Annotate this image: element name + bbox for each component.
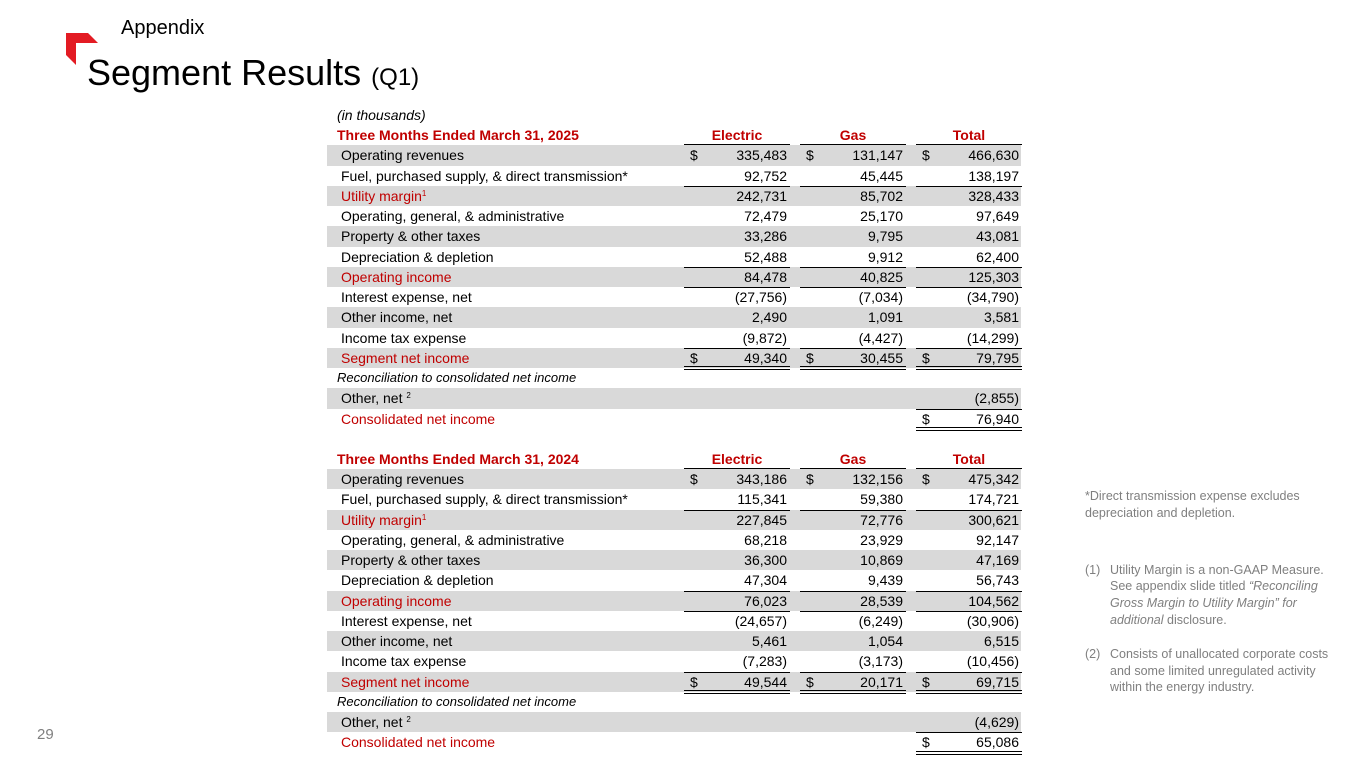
reconciliation-row xyxy=(327,692,1021,712)
row-label xyxy=(341,247,494,267)
row-label-text: Operating revenues xyxy=(341,147,464,164)
cell-value: 52,488 xyxy=(744,248,787,265)
footnote-text: Utility Margin is a non-GAAP Measure. See appendix slide titled xyxy=(1110,562,1324,594)
cell-value: 76,940 xyxy=(976,410,1019,427)
table-row xyxy=(327,206,1021,226)
asterisk-note: *Direct transmission expense excludes depreciation and depletion. xyxy=(1085,489,1300,520)
row-label xyxy=(341,186,426,206)
cell-value: 131,147 xyxy=(852,147,903,164)
footnote-text: Consists of unallocated corporate costs and some limited unregulated activity within the energy industry. xyxy=(1110,646,1329,695)
column-header: Electric xyxy=(711,127,763,143)
cell-value: 466,630 xyxy=(968,147,1019,164)
cell-value: 23,929 xyxy=(860,531,903,548)
double-underline xyxy=(916,427,1022,431)
row-label-text: Income tax expense xyxy=(341,329,467,346)
row-label-text: Other income, net xyxy=(341,633,453,649)
subtotal-line xyxy=(800,186,906,187)
row-label xyxy=(341,510,426,530)
cell-value: 343,186 xyxy=(736,471,787,487)
currency-symbol: $ xyxy=(922,673,930,690)
title-main: Segment Results xyxy=(87,52,362,93)
currency-symbol: $ xyxy=(922,471,930,487)
column-header: Electric xyxy=(711,450,763,467)
row-label xyxy=(341,672,469,692)
table-row xyxy=(327,530,1021,550)
cell-value: 43,081 xyxy=(976,228,1019,245)
cell-value: (7,034) xyxy=(858,289,903,305)
row-label-text: Operating revenues xyxy=(341,471,464,487)
row-label xyxy=(341,712,411,732)
row-label-text: Utility margin xyxy=(341,511,422,528)
column-header: Gas xyxy=(839,450,867,467)
column-header: Gas xyxy=(839,127,867,143)
row-label-text: Operating, general, & administrative xyxy=(341,208,565,224)
row-label-text: Other, net xyxy=(341,390,403,407)
cell-value: 6,515 xyxy=(983,633,1019,649)
cell-value: 33,286 xyxy=(744,228,787,245)
cell-value: 76,023 xyxy=(744,592,787,609)
cell-value: 10,869 xyxy=(860,552,903,568)
currency-symbol: $ xyxy=(922,410,930,427)
consolidated-row xyxy=(327,409,1021,429)
cell-value: 84,478 xyxy=(744,268,787,285)
row-label-text: Income tax expense xyxy=(341,653,467,670)
row-label xyxy=(341,651,466,671)
subtotal-line xyxy=(916,409,1022,410)
cell-value: (3,173) xyxy=(858,653,903,670)
cell-value: 5,461 xyxy=(751,633,787,649)
row-label xyxy=(341,469,464,489)
currency-symbol: $ xyxy=(690,673,698,690)
subtotal-line xyxy=(684,672,790,673)
currency-symbol: $ xyxy=(922,349,930,366)
cell-value: 227,845 xyxy=(736,511,787,528)
subtotal-line xyxy=(684,267,790,268)
reconciliation-label: Reconciliation to consolidated net income xyxy=(337,370,577,385)
reconciliation-row xyxy=(327,368,1021,388)
subtotal-line xyxy=(800,287,906,288)
period-header-row xyxy=(327,449,1021,469)
row-label xyxy=(341,145,464,165)
table-row xyxy=(327,591,1021,611)
subtotal-line xyxy=(800,672,906,673)
cell-value: 9,795 xyxy=(867,228,903,245)
cell-value: 56,743 xyxy=(976,572,1019,589)
row-label xyxy=(341,206,564,226)
row-label xyxy=(341,307,452,327)
subtotal-line xyxy=(684,348,790,349)
row-label-text: Fuel, purchased supply, & direct transmission* xyxy=(341,491,628,508)
row-label-text: Consolidated net income xyxy=(341,410,496,427)
cell-value: 47,304 xyxy=(744,572,787,589)
currency-symbol: $ xyxy=(806,349,814,366)
units-label: (in thousands) xyxy=(337,107,426,123)
cell-value: 97,649 xyxy=(976,208,1019,224)
row-label-text: Segment net income xyxy=(341,673,470,690)
notes-panel xyxy=(1085,488,1335,713)
subtotal-line xyxy=(916,510,1022,511)
cell-value: (4,629) xyxy=(974,714,1019,730)
cell-value: (27,756) xyxy=(734,289,787,305)
subtotal-line xyxy=(916,287,1022,288)
row-label-text: Segment net income xyxy=(341,349,470,366)
row-label xyxy=(341,631,452,651)
row-label-text: Fuel, purchased supply, & direct transmission* xyxy=(341,167,628,184)
cell-value: 49,544 xyxy=(744,673,787,690)
cell-value: 92,147 xyxy=(976,531,1019,548)
row-label-text: Depreciation & depletion xyxy=(341,572,494,589)
row-label-text: Operating, general, & administrative xyxy=(341,531,565,548)
cell-value: 25,170 xyxy=(860,208,903,224)
footnote-ref: 1 xyxy=(421,188,427,198)
row-label-text: Interest expense, net xyxy=(341,612,472,629)
row-label xyxy=(341,348,469,368)
currency-symbol: $ xyxy=(806,471,814,487)
footnote-number: (2) xyxy=(1085,646,1101,661)
page-number: 29 xyxy=(37,726,54,743)
period-heading: Three Months Ended March 31, 2025 xyxy=(337,127,579,143)
cell-value: 9,439 xyxy=(867,572,903,589)
cell-value: (2,855) xyxy=(974,390,1019,407)
currency-symbol: $ xyxy=(922,734,930,751)
subtotal-line xyxy=(800,611,906,612)
cell-value: 3,581 xyxy=(983,309,1019,326)
cell-value: 40,825 xyxy=(860,268,903,285)
row-label-text: Property & other taxes xyxy=(341,552,481,568)
cell-value: 72,479 xyxy=(744,208,787,224)
title-suffix: (Q1) xyxy=(371,64,420,91)
subtotal-line xyxy=(684,186,790,187)
cell-value: 1,054 xyxy=(867,633,903,649)
cell-value: 65,086 xyxy=(976,734,1019,751)
table-row xyxy=(327,307,1021,327)
footnote-ref: 2 xyxy=(406,391,411,401)
currency-symbol: $ xyxy=(922,147,930,164)
row-label xyxy=(341,267,452,287)
table-row xyxy=(327,328,1021,348)
cell-value: 242,731 xyxy=(736,187,787,204)
reconciliation-label: Reconciliation to consolidated net income xyxy=(337,693,577,709)
row-label xyxy=(341,287,472,307)
column-header: Total xyxy=(952,127,986,143)
table-row xyxy=(327,267,1021,287)
row-label-text: Operating income xyxy=(341,592,452,609)
subtotal-line xyxy=(916,186,1022,187)
cell-value: 72,776 xyxy=(860,511,903,528)
subtotal-line xyxy=(916,267,1022,268)
cell-value: 45,445 xyxy=(860,167,903,184)
cell-value: 132,156 xyxy=(852,471,903,487)
cell-value: 36,300 xyxy=(744,552,787,568)
subtotal-line xyxy=(916,348,1022,349)
other-net-row xyxy=(327,712,1021,732)
subtotal-line xyxy=(684,591,790,592)
cell-value: 47,169 xyxy=(976,552,1019,568)
cell-value: 62,400 xyxy=(976,248,1019,265)
row-label xyxy=(341,570,494,590)
page-title xyxy=(87,52,419,94)
segment-results-table xyxy=(327,105,1021,753)
footnote-item xyxy=(1085,562,1335,629)
cell-value: 1,091 xyxy=(867,309,903,326)
period-heading: Three Months Ended March 31, 2024 xyxy=(337,450,579,467)
subtotal-line xyxy=(800,591,906,592)
cell-value: (10,456) xyxy=(966,653,1019,670)
cell-value: 115,341 xyxy=(737,491,787,508)
table-row xyxy=(327,247,1021,267)
cell-value: (30,906) xyxy=(966,612,1019,629)
cell-value: 174,721 xyxy=(968,491,1019,508)
subtotal-line xyxy=(684,611,790,612)
cell-value: (9,872) xyxy=(742,329,787,346)
cell-value: 20,171 xyxy=(860,673,903,690)
currency-symbol: $ xyxy=(690,147,698,164)
section-label: Appendix xyxy=(121,17,205,39)
column-header: Total xyxy=(952,450,986,467)
row-label-text: Property & other taxes xyxy=(341,228,481,245)
cell-value: 335,483 xyxy=(736,147,787,164)
subtotal-line xyxy=(916,611,1022,612)
subtotal-line xyxy=(684,510,790,511)
cell-value: (6,249) xyxy=(858,612,903,629)
cell-value: 68,218 xyxy=(744,531,787,548)
subtotal-line xyxy=(916,591,1022,592)
subtotal-line xyxy=(684,287,790,288)
table-row xyxy=(327,550,1021,570)
row-label-text: Depreciation & depletion xyxy=(341,248,494,265)
row-label xyxy=(341,550,480,570)
cell-value: 475,342 xyxy=(968,471,1019,487)
cell-value: 30,455 xyxy=(860,349,903,366)
row-label-text: Operating income xyxy=(341,268,452,285)
table-row xyxy=(327,166,1021,186)
table-row xyxy=(327,510,1021,530)
row-label xyxy=(341,226,480,246)
row-label xyxy=(341,591,452,611)
table-row xyxy=(327,651,1021,671)
currency-symbol: $ xyxy=(806,673,814,690)
table-row xyxy=(327,631,1021,651)
double-underline xyxy=(916,751,1022,755)
cell-value: 138,197 xyxy=(968,167,1019,184)
row-label-text: Other, net xyxy=(341,714,403,730)
footnote-item xyxy=(1085,646,1335,696)
cell-value: 92,752 xyxy=(744,167,787,184)
row-label xyxy=(341,388,411,408)
cell-value: (34,790) xyxy=(966,289,1019,305)
cell-value: 69,715 xyxy=(976,673,1019,690)
table-row xyxy=(327,348,1021,368)
subtotal-line xyxy=(916,672,1022,673)
footnote-number: (1) xyxy=(1085,562,1101,577)
cell-value: 104,562 xyxy=(968,592,1019,609)
subtotal-line xyxy=(800,267,906,268)
cell-value: (14,299) xyxy=(966,329,1019,346)
table-row xyxy=(327,611,1021,631)
subtotal-line xyxy=(916,732,1022,733)
footnote-tail: disclosure. xyxy=(1163,612,1227,627)
cell-value: 28,539 xyxy=(860,592,903,609)
table-row xyxy=(327,145,1021,165)
cell-value: (7,283) xyxy=(742,653,787,670)
currency-symbol: $ xyxy=(806,147,814,164)
currency-symbol: $ xyxy=(690,349,698,366)
row-label xyxy=(341,489,628,509)
cell-value: 125,303 xyxy=(968,268,1019,285)
period-header-row xyxy=(327,125,1021,145)
period-gap xyxy=(327,429,1021,449)
row-label xyxy=(341,530,564,550)
cell-value: 85,702 xyxy=(860,187,903,204)
row-label xyxy=(341,166,628,186)
other-net-row xyxy=(327,388,1021,408)
row-label xyxy=(341,328,466,348)
table-row xyxy=(327,186,1021,206)
cell-value: 2,490 xyxy=(751,309,787,326)
cell-value: 59,380 xyxy=(860,491,903,508)
table-row xyxy=(327,570,1021,590)
table-row xyxy=(327,469,1021,489)
cell-value: (4,427) xyxy=(858,329,903,346)
row-label-text: Utility margin xyxy=(341,187,422,204)
consolidated-row xyxy=(327,732,1021,752)
footnote-ref: 1 xyxy=(421,512,427,522)
row-label-text: Interest expense, net xyxy=(341,289,472,305)
table-row xyxy=(327,287,1021,307)
subtotal-line xyxy=(800,348,906,349)
row-label-text: Other income, net xyxy=(341,309,453,326)
cell-value: 49,340 xyxy=(744,349,787,366)
footnote-ref: 2 xyxy=(406,715,411,724)
currency-symbol: $ xyxy=(690,471,698,487)
cell-value: (24,657) xyxy=(734,612,787,629)
row-label xyxy=(341,611,472,631)
row-label-text: Consolidated net income xyxy=(341,734,496,751)
table-row xyxy=(327,672,1021,692)
cell-value: 79,795 xyxy=(976,349,1019,366)
subtotal-line xyxy=(800,510,906,511)
footnote-slide-reference: “Reconciling Gross Margin to Utility Margin” for additional xyxy=(1110,579,1318,627)
table-row xyxy=(327,489,1021,509)
cell-value: 328,433 xyxy=(968,187,1019,204)
cell-value: 300,621 xyxy=(968,511,1019,528)
table-row xyxy=(327,226,1021,246)
footnotes xyxy=(1085,562,1335,697)
cell-value: 9,912 xyxy=(867,248,903,265)
